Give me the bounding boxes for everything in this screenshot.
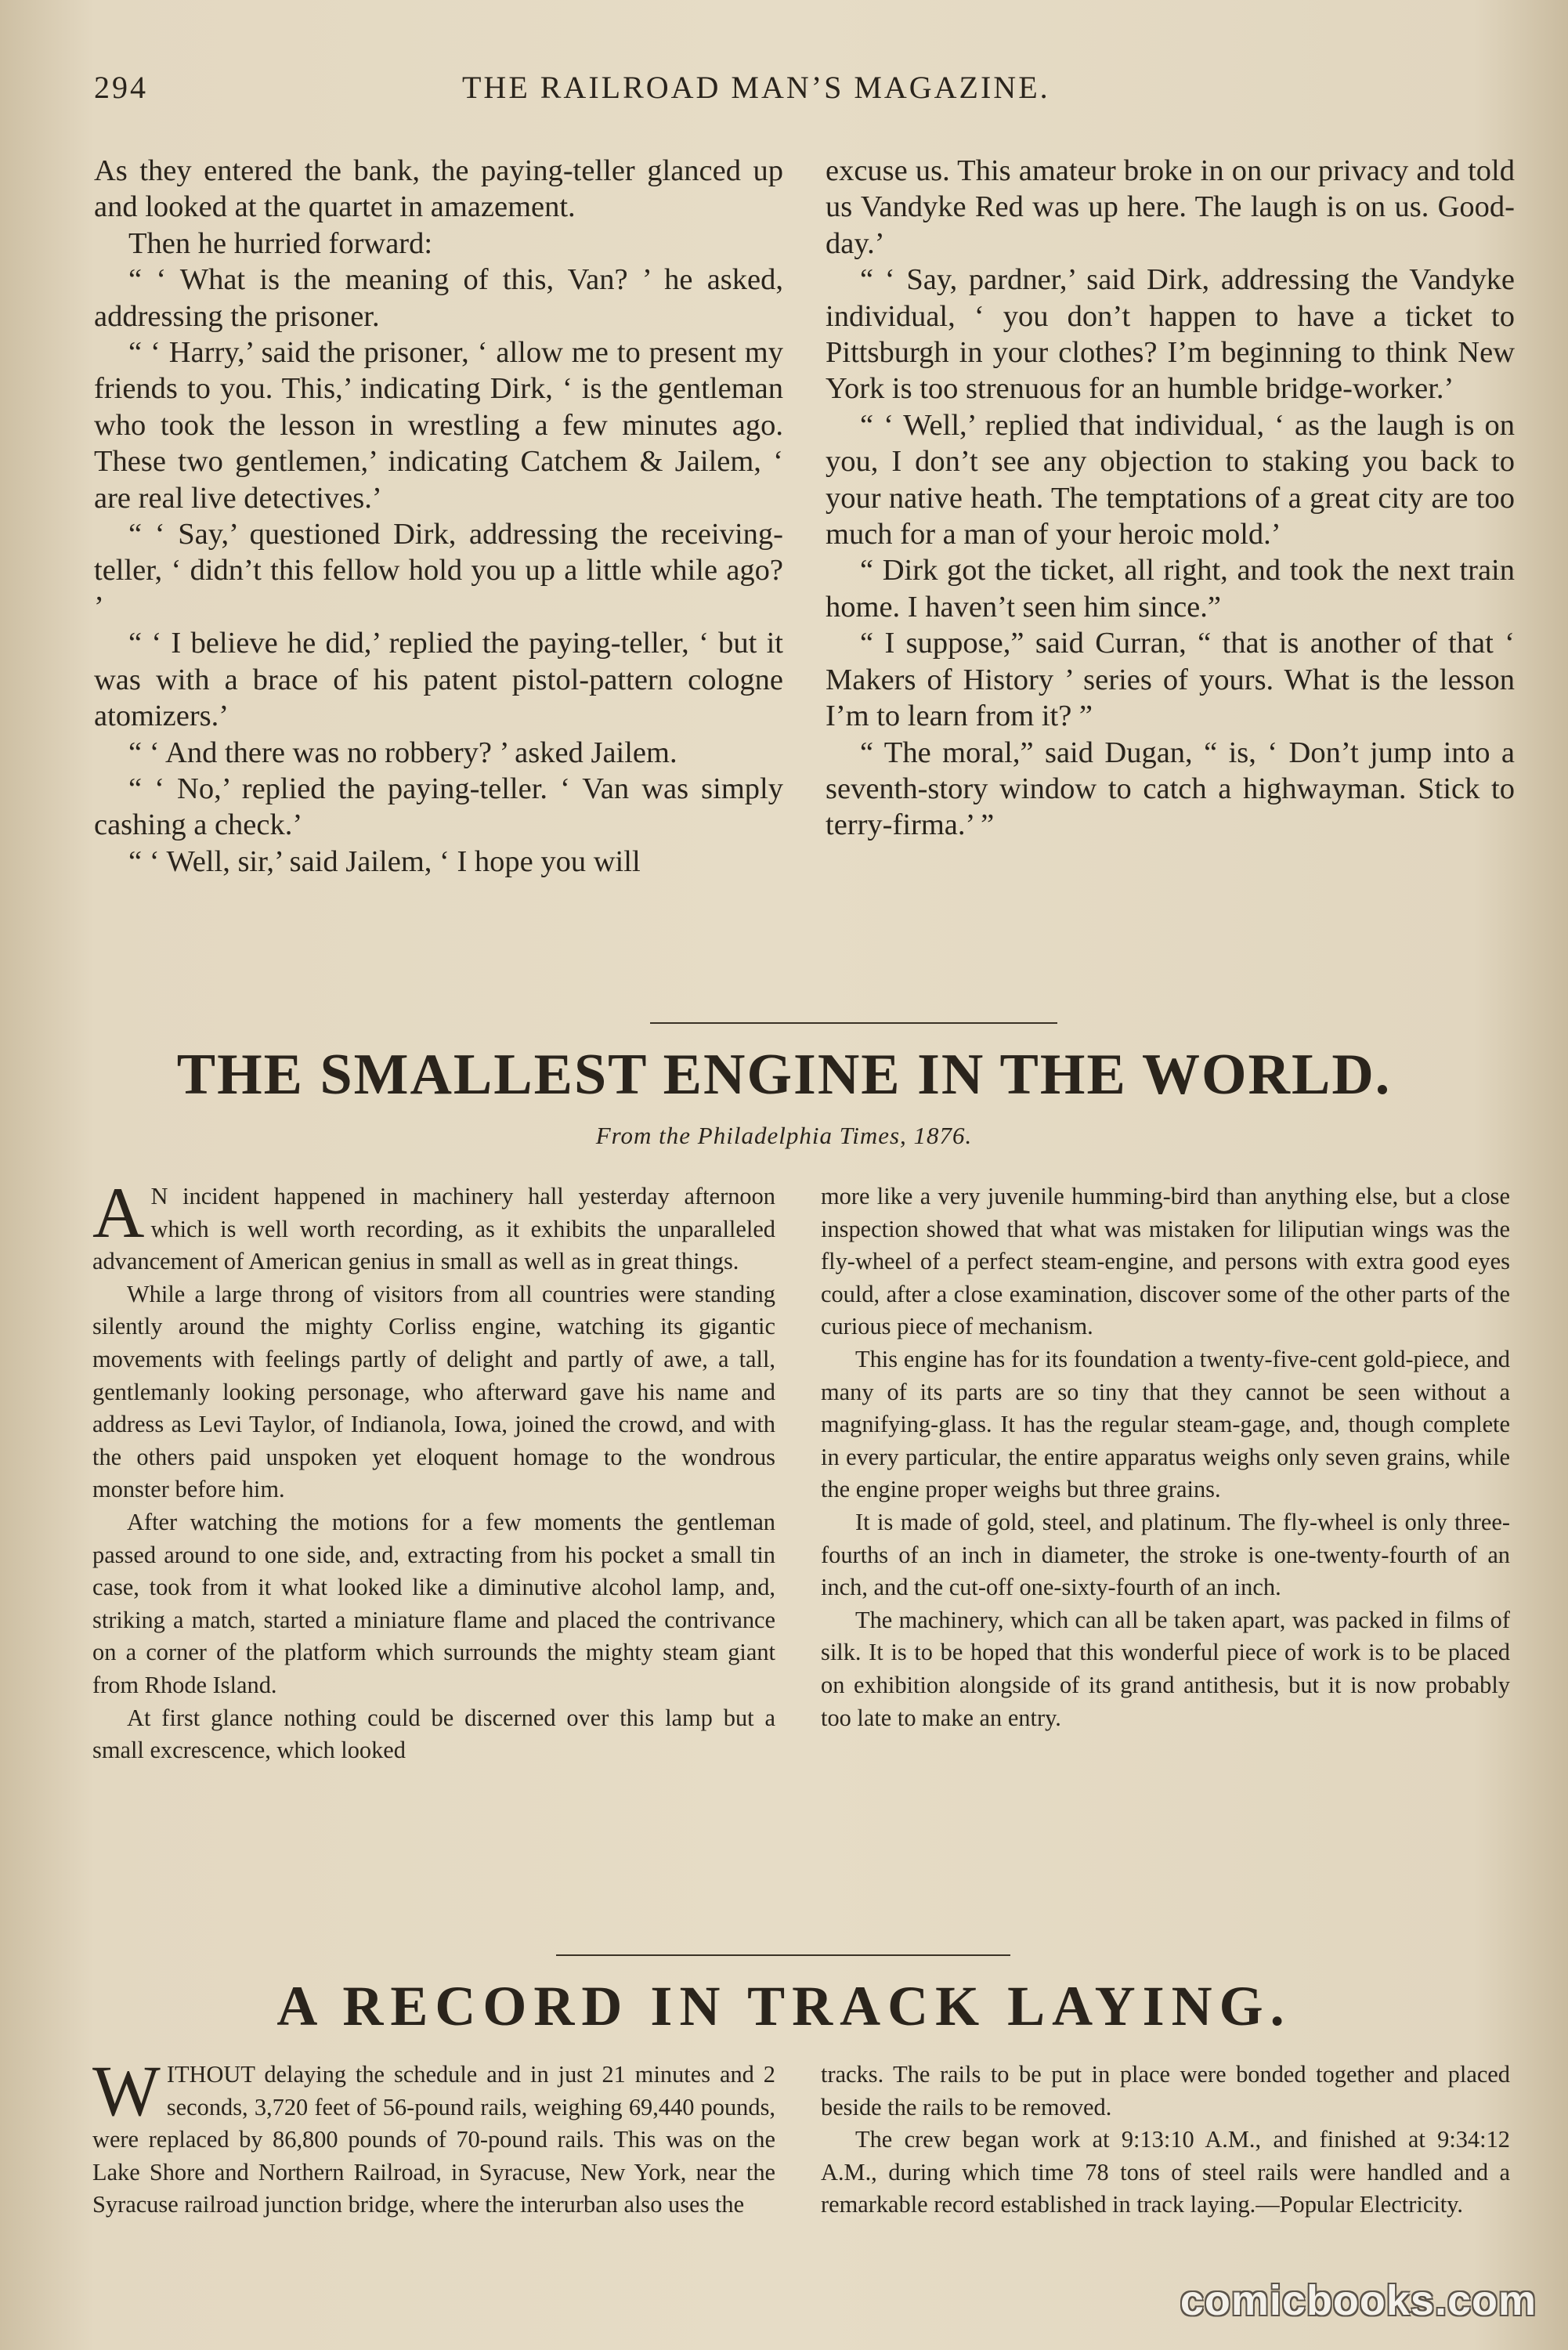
paragraph: “ ‘ Say, pardner,’ said Dirk, addressing the Vandyke individual, ‘ you don’t happen to have a ticket to Pittsburgh in your clothes? I’m beginning to think New York is too strenuous for an humble bridge-worker.’ (826, 263, 1515, 406)
paragraph: The crew began work at 9:13:10 A.M., and finished at 9:34:12 A.M., during which time 78 tons of steel rails were handled and a remarkable record established in track laying.—Popular Electricity. (821, 2126, 1510, 2218)
story-left-column (94, 153, 783, 880)
paragraph: “ I suppose,” said Curran, “ that is another of that ‘ Makers of History ’ series of yours. What is the lesson I’m to learn from it? ” (826, 627, 1515, 733)
paragraph: “ ‘ Say,’ questioned Dirk, addressing the receiving-teller, ‘ didn’t this fellow hold you up a little while ago? ’ (94, 518, 783, 624)
paragraph: “ ‘ No,’ replied the paying-teller. ‘ Van was simply cashing a check.’ (94, 772, 783, 842)
section-divider (556, 1954, 1010, 1956)
article-headline: THE SMALLEST ENGINE IN THE WORLD. (176, 1043, 1392, 1107)
paragraph: As they entered the bank, the paying-teller glanced up and looked at the quartet in amazement. (94, 154, 783, 224)
article-right-column (821, 1180, 1510, 1734)
paragraph: more like a very juvenile humming-bird than anything else, but a close inspection showed that what was mistaken for liliputian wings was the fly-wheel of a perfect steam-engine, and persons with extra good eyes could, after a close examination, discover some of the other parts of the curious piece of mechanism. (821, 1183, 1510, 1340)
paragraph (92, 2051, 775, 2222)
article-left-column (92, 2051, 775, 2222)
paragraph: After watching the motions for a few moments the gentleman passed around to one side, and, extracting from his pocket a small tin case, took from it what looked like a diminutive alcohol lamp, and, striking a match, started a miniature flame and placed the contrivance on a corner of the platform which surrounds the mighty steam giant from Rhode Island. (92, 1508, 775, 1698)
paragraph: excuse us. This amateur broke in on our privacy and told us Vandyke Red was up here. The laugh is on us. Good-day.’ (826, 154, 1515, 260)
page-number: 294 (94, 70, 148, 105)
paragraph: “ ‘ What is the meaning of this, Van? ’ he asked, addressing the prisoner. (94, 263, 783, 333)
paragraph-text: ITHOUT delaying the schedule and in just 21 minutes and 2 seconds, 3,720 feet of 56-pound rails, weighing 69,440 pounds, were replaced by 86,800 pounds of 70-pound rails. This was on the Lake Shore and Northern Railroad, in Syracuse, New York, near the Syracuse railroad junction bridge, where the interurban also uses the (92, 2061, 775, 2218)
paragraph: “ ‘ Well, sir,’ said Jailem, ‘ I hope you will (128, 844, 641, 878)
paragraph: “ ‘ Well,’ replied that individual, ‘ as the laugh is on you, I don’t see any objection to staking you back to your native heath. The temptations of a great city are too much for a man of your heroic mold.’ (826, 408, 1515, 551)
paragraph: “ The moral,” said Dugan, “ is, ‘ Don’t jump into a seventh-story window to catch a highwayman. Stick to terry-firma.’ ” (826, 736, 1515, 842)
paragraph: The machinery, which can all be taken apart, was packed in films of silk. It is to be hoped that this wonderful piece of work is to be placed on exhibition alongside of its grand antithesis, but it is now probably too late to make an entry. (821, 1606, 1510, 1731)
paragraph: It is made of gold, steel, and platinum. The fly-wheel is only three-fourths of an inch in diameter, the stroke is one-twenty-fourth of an inch, and the cut-off one-sixty-fourth of an inch. (821, 1508, 1510, 1601)
section-divider (650, 1022, 1057, 1024)
paragraph: “ ‘ I believe he did,’ replied the paying-teller, ‘ but it was with a brace of his patent pistol-pattern cologne atomizers.’ (94, 627, 783, 733)
paragraph: “ ‘ And there was no robbery? ’ asked Jailem. (128, 736, 677, 769)
magazine-title: THE RAILROAD MAN’S MAGAZINE. (462, 70, 1050, 105)
page-header (94, 69, 1458, 116)
drop-cap: A (92, 1173, 145, 1253)
paragraph: “ Dirk got the ticket, all right, and took the next train home. I haven’t seen him since.” (826, 554, 1515, 624)
drop-cap: W (92, 2051, 161, 2131)
article-right-column (821, 2059, 1510, 2222)
paragraph: While a large throng of visitors from all countries were standing silently around the mighty Corliss engine, watching its gigantic movements with feelings partly of delight and partly of awe, a tall, gentlemanly looking personage, who afterward gave his name and address as Levi Taylor, of Indianola, Iowa, joined the crowd, and with the others paid unspoken yet eloquent homage to the wondrous monster before him. (92, 1280, 775, 1503)
paragraph-text: N incident happened in machinery hall yesterday afternoon which is well worth recording, as it exhibits the unparalleled advancement of American genius in small as well as in great things. (92, 1183, 775, 1275)
paragraph (92, 1173, 775, 1278)
article-source: From the Philadelphia Times, 1876. (595, 1122, 973, 1149)
paragraph: Then he hurried forward: (128, 226, 433, 260)
watermark: comicbooks.com (1180, 2277, 1537, 2324)
article-headline: A RECORD IN TRACK LAYING. (276, 1975, 1292, 2037)
article-left-column (92, 1173, 775, 1767)
paragraph: tracks. The rails to be put in place were bonded together and placed beside the rails to be removed. (821, 2061, 1510, 2120)
story-right-column (826, 153, 1515, 844)
paragraph: This engine has for its foundation a twenty-five-cent gold-piece, and many of its parts are so tiny that they cannot be seen without a magnifying-glass. It has the regular steam-gage, and, though complete in every particular, the entire apparatus weighs only seven grains, while the engine proper weighs but three grains. (821, 1345, 1510, 1503)
paragraph: “ ‘ Harry,’ said the prisoner, ‘ allow me to present my friends to you. This,’ indicating Dirk, ‘ is the gentleman who took the lesson in wrestling a few minutes ago. These two gentlemen,’ indicating Catchem & Jailem, ‘ are real live detectives.’ (94, 336, 783, 515)
paragraph: At first glance nothing could be discerned over this lamp but a small excrescence, which looked (92, 1704, 775, 1764)
